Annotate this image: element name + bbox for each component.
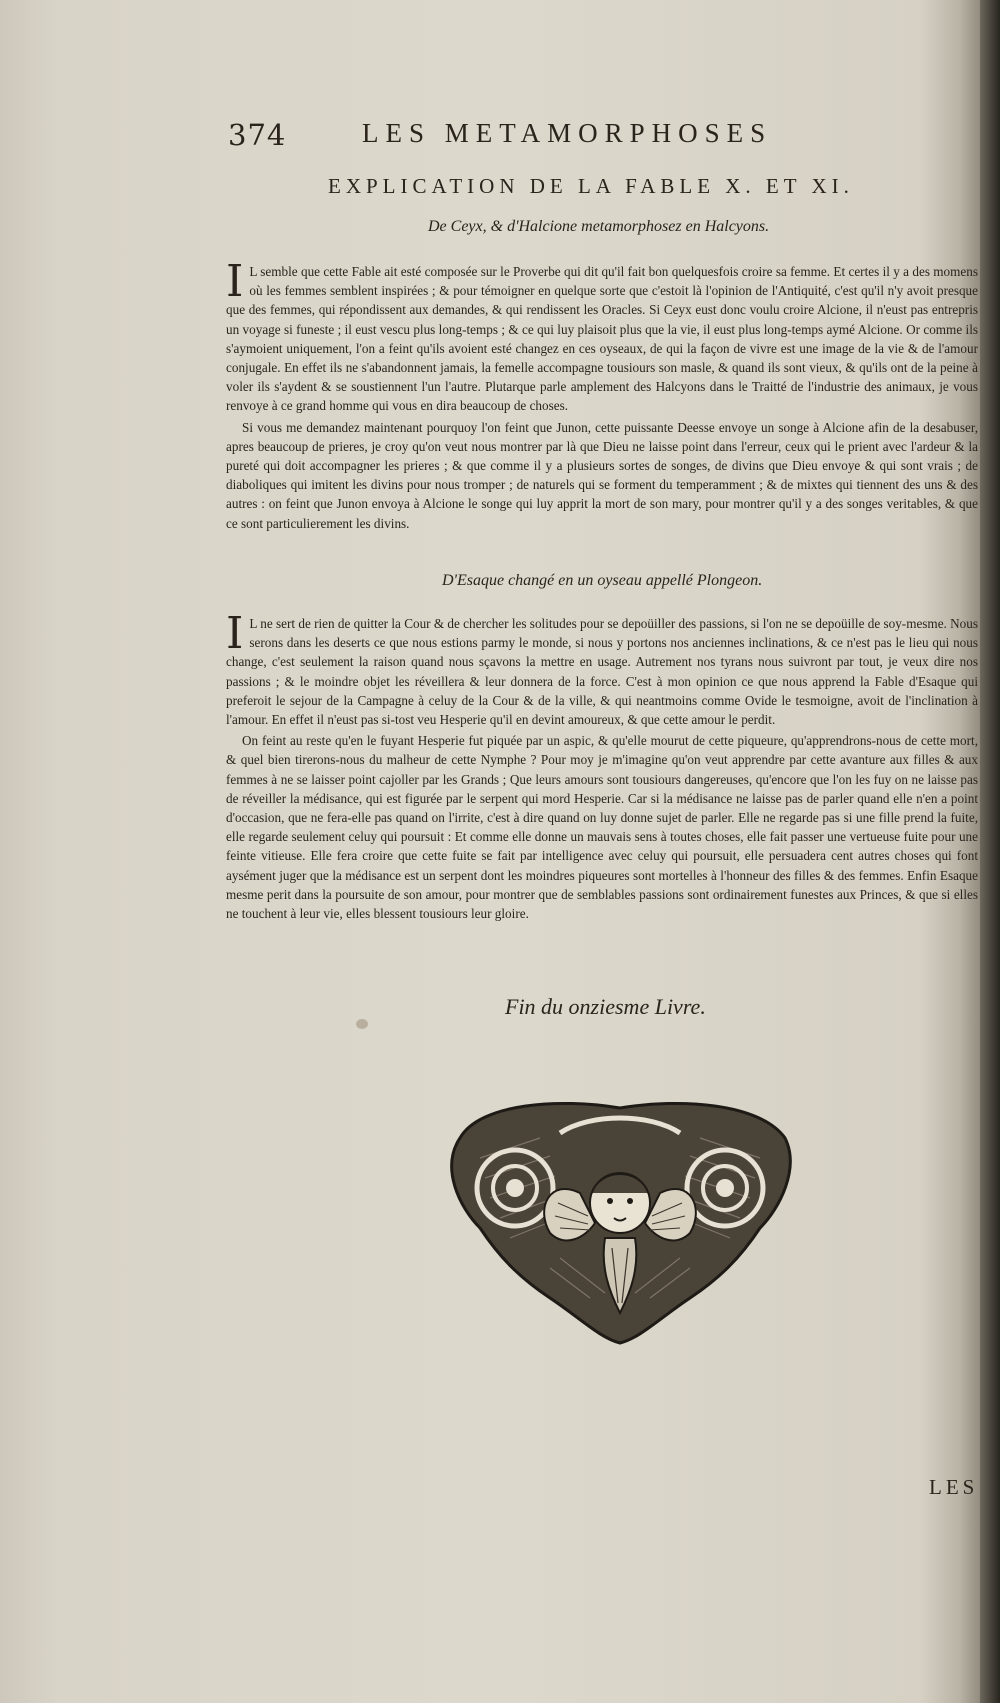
subhead-esaque: D'Esaque changé en un oyseau appellé Plongeon. [442, 572, 763, 589]
section-ceyx-text [226, 256, 978, 535]
paragraph-text: L semble que cette Fable ait esté composée sur le Proverbe qui dit qu'il fait bon quelquesfois croire sa femme. Et certes il y a des momens où les femmes semblent inspirées ; & pour témoigner en quelque sorte que c'estoit là l'opinion de l'Antiquité, c'est qu'il n'y avoit presque que des femmes, qui répondissent aux demandes, & qui rendissent les Oracles. Si Ceyx eust donc voulu croire Alcione, il n'eust pas entrepris un voyage si funeste ; il eust vescu plus long-temps ; & ce qui luy plaisoit plus que la vie, il eust plus long-temps aymé Alcione. Or comme ils s'aymoient uniquement, l'on a feint qu'ils avoient esté changez en ces oyseaux, de qui la façon de vivre est une image de la vie & de l'amour conjugale. En effet ils ne s'abandonnent jamais, la femelle accompagne tousiours son masle, & quand ils sont vieux, & qu'ils ont de la peine à voler ils s'aydent & se soustiennent l'un l'autre. Plutarque parle amplement des Halcyons dans le Traitté de l'industrie des animaux, je vous renvoye à ce grand homme qui vous en dira beaucoup de choses. [226, 264, 978, 414]
catchword: LES [929, 1475, 979, 1499]
page-number: 374 [228, 118, 287, 152]
paragraph: Si vous me demandez maintenant pourquoy l'on feint que Junon, cette puissante Deesse envoye un songe à Alcione afin de la desabuser, apres beaucoup de prieres, je croy qu'on veut nous montrer par là que Dieu ne laisse point dans l'erreur, ceux qui le prient avec l'ardeur & la pureté qui doit accompagner les prieres ; & que comme il y a plusieurs sortes de songes, de divins que Dieu envoye & qui sont vrais ; de diaboliques qui imitent les divins pour nous tromper ; de naturels qui se forment du temperamment ; & de mixtes qui tiennent des uns & des autres : on feint que Junon envoya à Alcione le songe qui luy apprit la mort de son mary, pour montrer qu'il y a des songes veritables, & que ce sont particulierement les divins. [226, 419, 978, 531]
running-head: LES METAMORPHOSES [362, 118, 773, 148]
paper-stain [356, 1019, 368, 1029]
paragraph: On feint au reste qu'en le fuyant Hesperie fut piquée par un aspic, & qu'elle mourut de cette piqueure, qu'apprendrons-nous de cette mort, & quel bien tirerons-nous du malheur de cette Nymphe ? Pour moy je m'imagine qu'on veut apprendre par cette avanture aux filles & aux femmes à ne se laisser point cajoller par les Grands ; Que leurs amours sont tousiours dangereuses, qu'encore que l'on les fuy on ne laisse pas de réveiller la médisance, qui est figurée par le serpent qui mord Hesperie. Car si la médisance ne laisse pas de parler quand elle n'en a point d'occasion, que ne fera-elle pas quand on l'irrite, c'est à dire quand on luy donne sujet de parler. Elle ne regarde pas si une fille prend la fuite, elle regarde seulement celuy qui poursuit : Et comme elle donne un mauvais sens à toutes choses, elle fait passer une vertueuse fuite pour une feinte vitieuse. Elle fera croire que cette fuite se fait par intelligence avec celuy qui poursuit, elle persuadera cent autres choses qui font aysément juger que la médisance est un serpent dont les moindres piqueures sont mortelles à l'honneur des filles & des femmes. Enfin Esaque mesme perit dans la poursuite de son amour, pour montrer que de semblables passions sont ordinairement funestes aux Princes, & que si elles ne touchent à leur vie, elles blessent tousiours leur gloire. [226, 733, 978, 922]
paragraph-text: L ne sert de rien de quitter la Cour & de chercher les solitudes pour se depoüiller des passions, si l'on ne se depoüille de soy-mesme. Nous serons dans les deserts ce que nous estions parmy le monde, si nous y portons nos anciennes inclinations, & ce n'est pas le lieu qui nous change, c'est seulement la raison quand nous sçavons la mettre en usage. Autrement nos tyrans nous suivront par tout, je veux dire nos passions ; & le moindre objet les réveillera & leur donnera de la force. C'est à mon opinion ce que nous apprend la Fable d'Esaque qui preferoit le sejour de la Campagne à celuy de la Cour & de la ville, & qui neantmoins comme Ovide le tesmoigne, avoit de l'inclination à l'amour. En effet il n'eust pas si-tost veu Hesperie qu'il en devint amoureux, & que cette amour le perdit. [226, 616, 978, 728]
section-esaque-text [226, 608, 978, 925]
page-gutter-edge [980, 0, 1000, 1703]
cherub-tailpiece-ornament [440, 1098, 800, 1348]
drop-cap: I [226, 608, 244, 659]
paragraph [226, 256, 978, 416]
subhead-ceyx-halcione: De Ceyx, & d'Halcione metamorphosez en Halcyons. [428, 218, 770, 235]
paragraph [226, 608, 978, 729]
colophon: Fin du onziesme Livre. [505, 994, 706, 1019]
drop-cap: I [226, 256, 244, 307]
section-title: EXPLICATION DE LA FABLE X. ET XI. [328, 174, 854, 198]
